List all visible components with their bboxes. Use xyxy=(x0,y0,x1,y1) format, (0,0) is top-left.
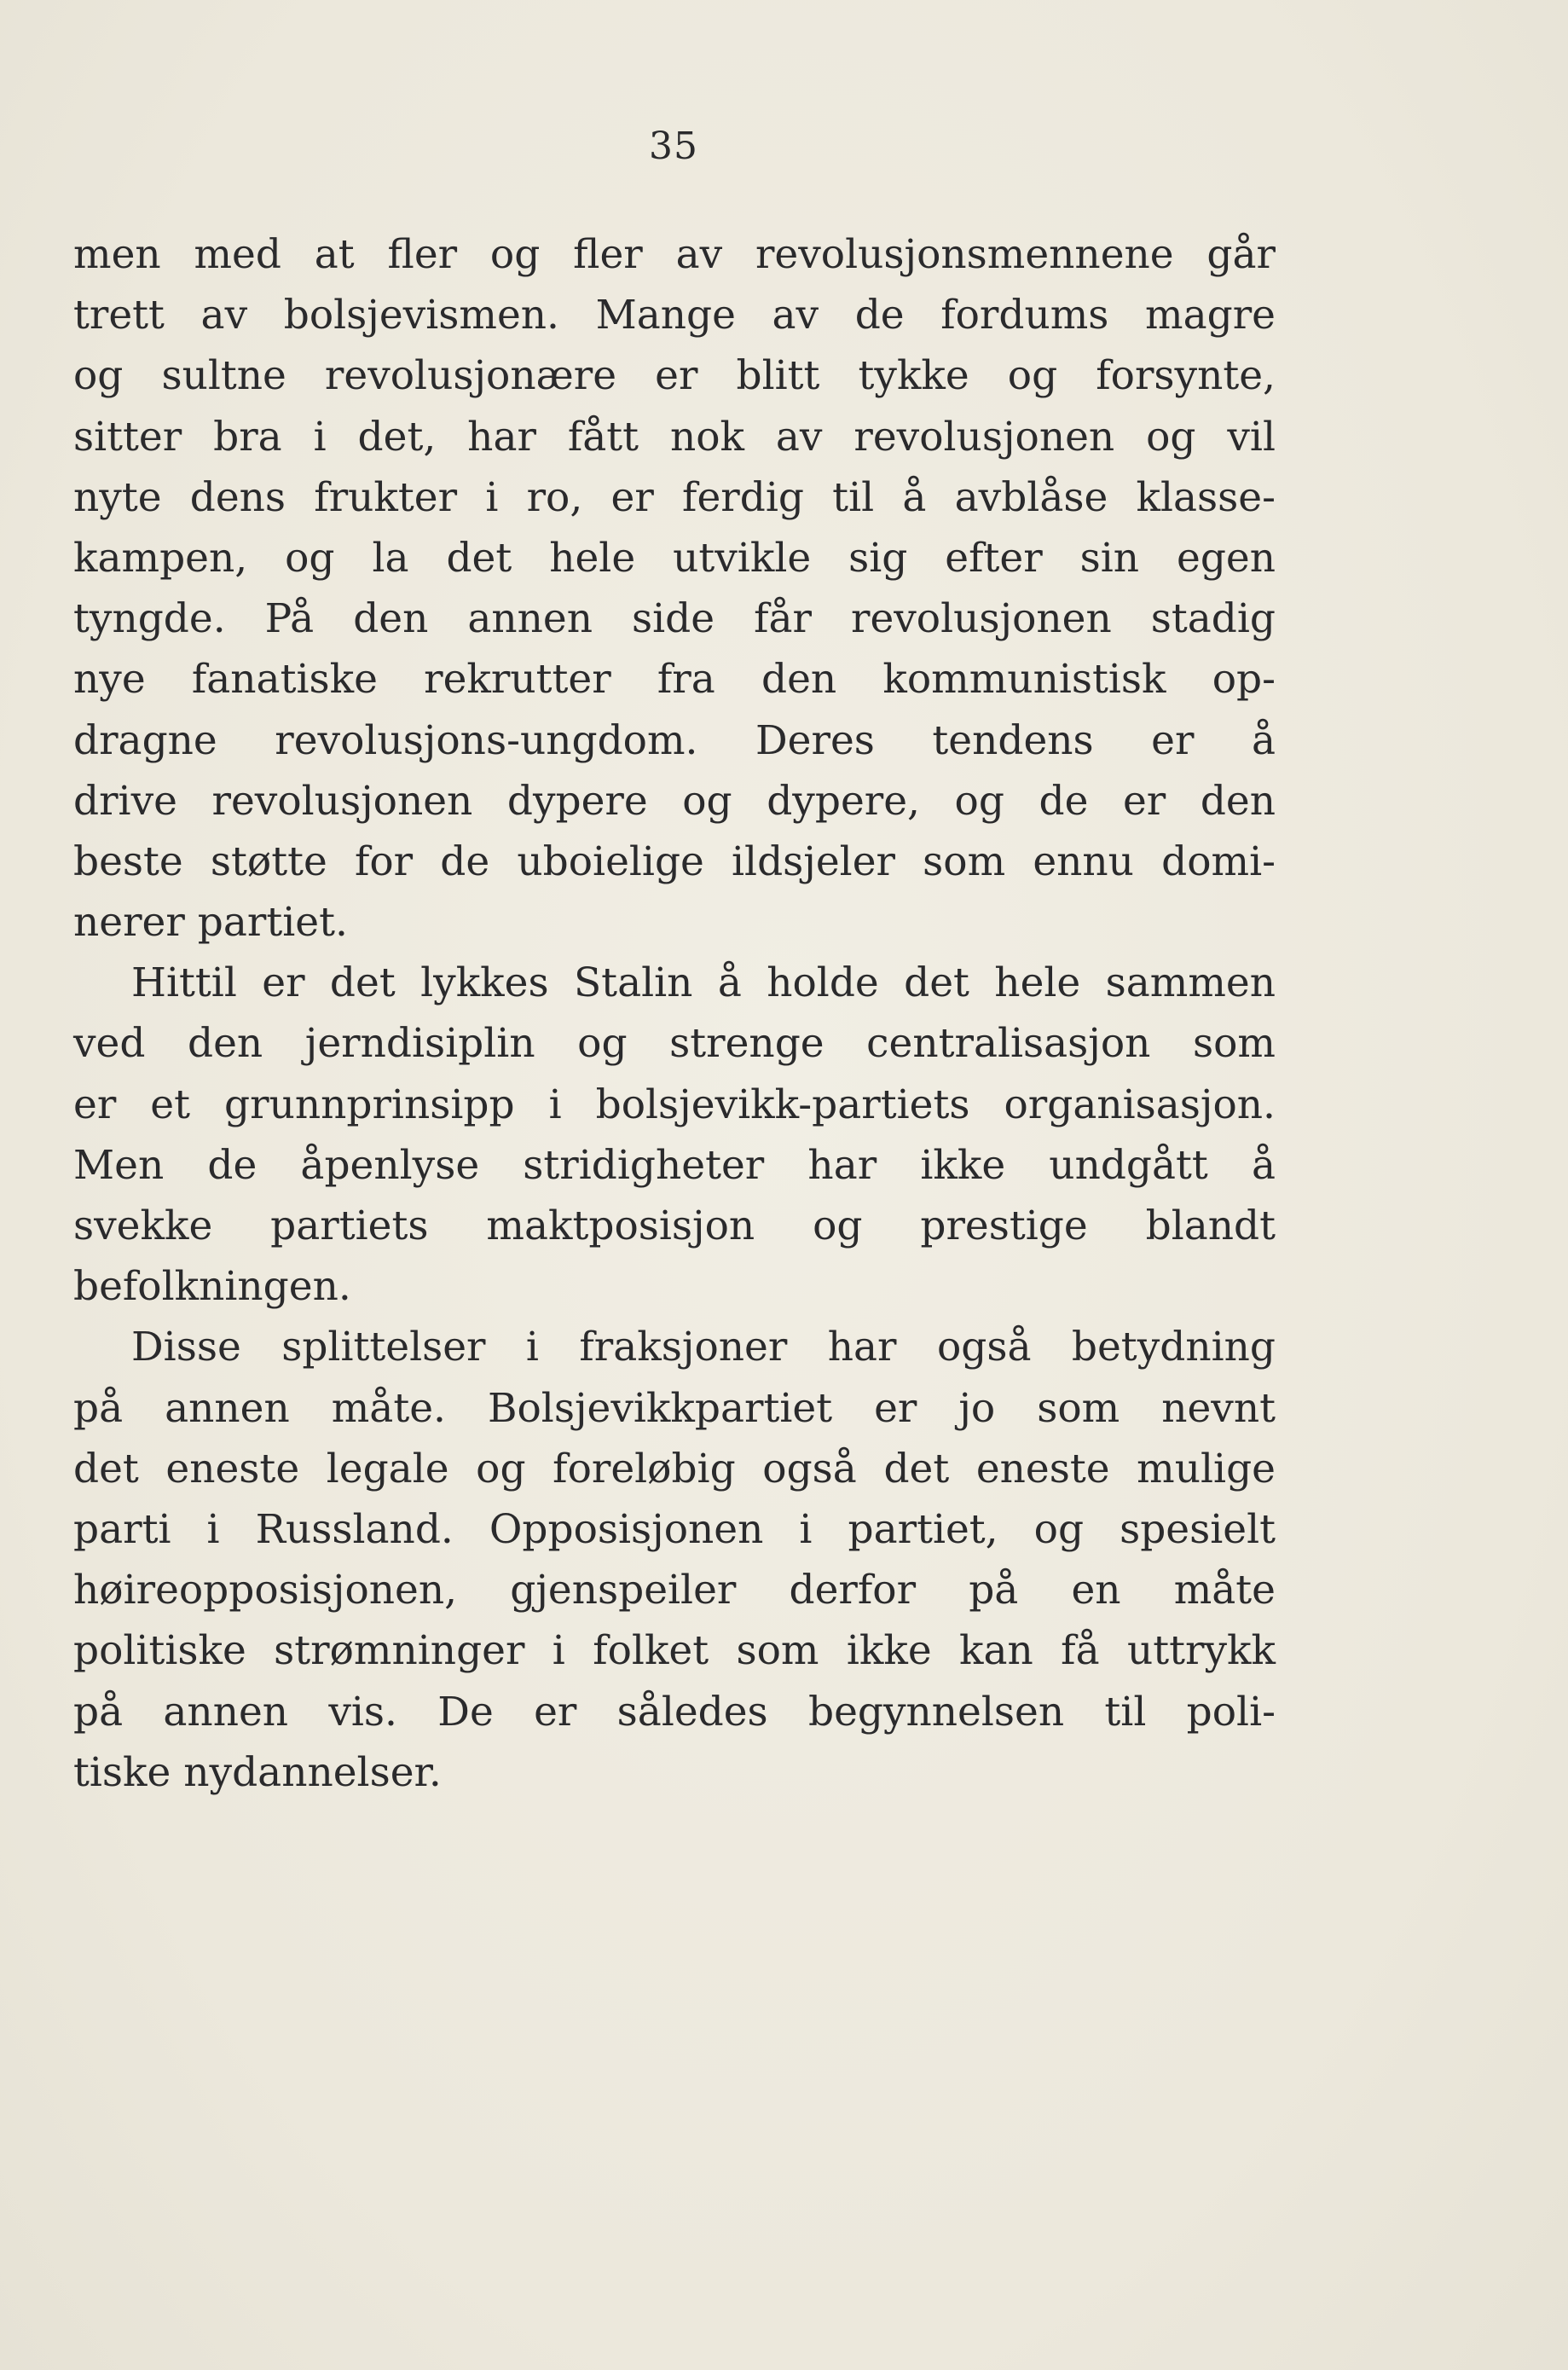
text-line: på annen måte. Bolsjevikkpartiet er jo som nevnt xyxy=(73,1384,1276,1432)
text-line: parti i Russland. Opposisjonen i partiet, og spesielt xyxy=(73,1505,1276,1553)
body-text xyxy=(73,224,1276,1803)
text-line: kampen, og la det hele utvikle sig efter sin egen xyxy=(73,534,1276,582)
text-line: og sultne revolusjonære er blitt tykke og forsynte, xyxy=(73,352,1276,400)
text-line: drive revolusjonen dypere og dypere, og de er den xyxy=(73,777,1276,825)
text-line: befolkningen. xyxy=(73,1263,351,1311)
text-line: høireopposisjonen, gjenspeiler derfor på en måte xyxy=(73,1567,1276,1614)
text-line: på annen vis. De er således begynnelsen til poli- xyxy=(73,1688,1276,1735)
text-line: Hittil er det lykkes Stalin å holde det hele sammen xyxy=(131,959,1276,1007)
text-line: det eneste legale og foreløbig også det eneste mulige xyxy=(73,1445,1276,1492)
text-line: ved den jerndisiplin og strenge centralisasjon som xyxy=(73,1020,1276,1068)
text-line: Men de åpenlyse stridigheter har ikke undgått å xyxy=(73,1141,1276,1189)
text-line: dragne revolusjons-ungdom. Deres tendens er å xyxy=(73,716,1276,764)
text-line: nerer partiet. xyxy=(73,899,348,947)
text-line: Disse splittelser i fraksjoner har også betydning xyxy=(131,1324,1276,1371)
page-number: 35 xyxy=(649,125,698,168)
text-line: tyngde. På den annen side får revolusjonen stadig xyxy=(73,595,1276,643)
text-line: er et grunnprinsipp i bolsjevikk-partiets organisasjon. xyxy=(73,1081,1276,1128)
text-line: politiske strømninger i folket som ikke kan få uttrykk xyxy=(73,1627,1276,1675)
text-line: beste støtte for de uboielige ildsjeler som ennu domi- xyxy=(73,837,1276,885)
text-line: nyte dens frukter i ro, er ferdig til å avblåse klasse- xyxy=(73,473,1276,521)
text-line: svekke partiets maktposisjon og prestige blandt xyxy=(73,1202,1276,1249)
text-line: nye fanatiske rekrutter fra den kommunistisk op- xyxy=(73,656,1276,704)
text-line: sitter bra i det, har fått nok av revolusjonen og vil xyxy=(73,413,1276,461)
text-line: trett av bolsjevismen. Mange av de fordums magre xyxy=(73,292,1276,339)
text-line: tiske nydannelser. xyxy=(73,1748,442,1796)
text-line: men med at fler og fler av revolusjonsmennene går xyxy=(73,231,1276,278)
